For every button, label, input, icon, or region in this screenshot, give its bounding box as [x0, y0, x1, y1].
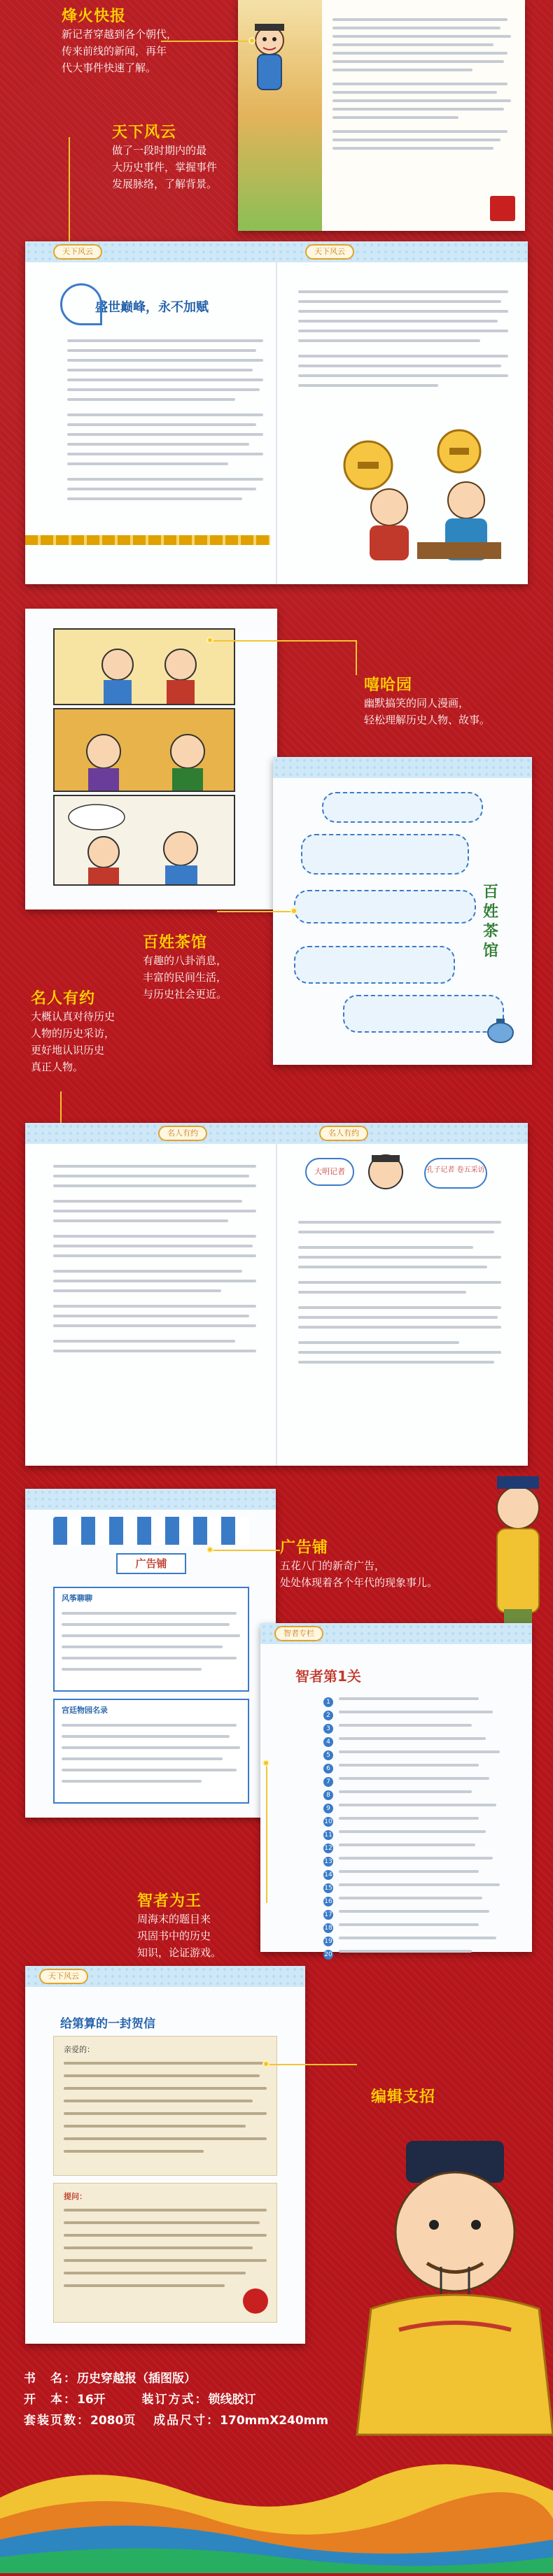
page-tag: 天下风云	[39, 1969, 88, 1984]
quiz-question: 20	[323, 1946, 512, 1958]
connector-line	[60, 1091, 62, 1126]
connector-line	[266, 1763, 267, 1903]
connector-line	[356, 640, 357, 675]
quiz-question: 16	[323, 1892, 512, 1905]
section-title: 天下风云	[112, 124, 177, 141]
quiz-question: 5	[323, 1746, 512, 1759]
section-desc: 有趣的八卦消息， 丰富的民间生活， 与历史社会更近。	[143, 954, 227, 1000]
book-page-bianji	[25, 1966, 305, 2344]
article-text-right	[298, 283, 508, 394]
section-desc: 幽默搞笑的同人漫画， 轻松理解历史人物、故事。	[364, 697, 491, 726]
connector-dot	[206, 1546, 214, 1553]
seal-stamp-icon	[490, 196, 515, 221]
section-title: 广告铺	[280, 1539, 329, 1557]
section-desc: 做了一段时期内的最 大历史事件，掌握事件 发展脉络，了解背景。	[112, 144, 218, 190]
quiz-list	[323, 1693, 512, 1959]
quiz-question: 13	[323, 1853, 512, 1865]
quiz-question: 7	[323, 1773, 512, 1785]
book-page-zhizhe	[260, 1623, 532, 1958]
ad-shop-title: 广告铺	[116, 1553, 186, 1574]
article-text-left	[67, 332, 263, 507]
ad-box	[53, 1699, 249, 1804]
section-desc: 大概认真对待历史 人物的历史采访， 更好地认识历史 真正人物。	[31, 1010, 115, 1073]
comic-panel-3	[53, 795, 235, 886]
label-guanggao	[280, 1536, 483, 1591]
label-bianji	[371, 2085, 511, 2107]
letter-title: 给第算的一封贺信	[60, 2017, 155, 2031]
speech-bubble	[294, 946, 455, 984]
article-headline: 盛世巅峰，永不加赋	[95, 300, 209, 315]
quiz-question: 15	[323, 1879, 512, 1892]
speech-bubble	[343, 995, 504, 1033]
section-title: 编辑支招	[371, 2088, 436, 2106]
ad-box	[53, 1587, 249, 1692]
quiz-question: 12	[323, 1839, 512, 1852]
letter-paper	[53, 2036, 277, 2176]
quiz-question: 8	[323, 1786, 512, 1799]
book-spread-tianxia	[25, 241, 528, 584]
connector-dot	[206, 637, 214, 644]
speech-bubble	[294, 890, 476, 923]
cartoon-officials-icon	[319, 423, 508, 563]
book-page-baixing	[273, 757, 532, 1065]
bottom-wave-decoration	[0, 2442, 553, 2573]
section-title: 名人有约	[31, 990, 96, 1007]
speech-bubble	[301, 834, 469, 875]
letter-question: 提问：	[64, 2192, 87, 2201]
section-title: 嘻哈园	[364, 677, 413, 694]
interview-text-left	[53, 1158, 263, 1359]
quiz-question: 19	[323, 1932, 512, 1945]
book-page-fenghuo	[238, 0, 525, 231]
connector-dot	[262, 2060, 270, 2067]
cartoon-emperor-icon	[329, 2141, 553, 2435]
label-fenghuo	[62, 4, 188, 76]
section-desc: 周海末的题目来 巩固书中的历史 知识，论证游戏。	[137, 1913, 222, 1959]
book-info-row2: 开 本：16开 装订方式：锁线胶订	[24, 2393, 256, 2407]
label-tianxia	[112, 120, 238, 192]
quiz-question: 6	[323, 1760, 512, 1772]
book-spread-mingren	[25, 1123, 528, 1466]
connector-dot	[262, 1760, 270, 1767]
section-title: 百姓茶馆	[143, 934, 208, 951]
book-info-row1: 书 名：历史穿越报（插图版）	[24, 2372, 196, 2386]
ad-box-title: 风筝聊聊	[62, 1594, 92, 1603]
book-info-row3: 套装页数：2080页 成品尺寸：170mmX240mm	[24, 2414, 329, 2428]
reporter-badge: 大明记者	[305, 1158, 354, 1186]
article-text	[332, 13, 514, 155]
tea-house-sign: 百姓茶馆	[483, 884, 499, 960]
quiz-question: 18	[323, 1919, 512, 1932]
connector-line	[210, 1550, 280, 1551]
section-title: 智者为王	[137, 1892, 202, 1910]
connector-dot	[290, 907, 298, 914]
label-xihaha	[364, 673, 546, 728]
reporter-tag: 孔子记者 卷五采访	[424, 1158, 487, 1189]
section-desc: 五花八门的新奇广告， 处处体现着各个年代的现象事儿。	[280, 1559, 438, 1589]
page-tag: 名人有约	[158, 1126, 207, 1141]
quiz-question: 11	[323, 1826, 512, 1839]
section-desc: 新记者穿越到各个朝代， 传来前线的新闻，再年 代大事件快速了解。	[62, 28, 178, 74]
page-tag: 天下风云	[305, 244, 354, 260]
quiz-question: 9	[323, 1799, 512, 1812]
page-tag: 天下风云	[53, 244, 102, 260]
connector-line	[266, 2064, 357, 2065]
awning-decoration	[53, 1517, 249, 1545]
coin-chain-decoration	[25, 535, 270, 545]
label-mingren	[31, 986, 150, 1075]
teapot-icon	[483, 1016, 518, 1044]
page-tag: 名人有约	[319, 1126, 368, 1141]
connector-line	[210, 640, 357, 642]
interview-text-right	[298, 1214, 508, 1371]
page-divider	[276, 241, 277, 584]
speech-bubble	[322, 792, 483, 823]
comic-panel-2	[53, 708, 235, 792]
label-baixing	[143, 930, 269, 1003]
quiz-question: 3	[323, 1720, 512, 1732]
quiz-title: 智者第1关	[295, 1668, 361, 1685]
quiz-question: 17	[323, 1906, 512, 1918]
headline-decoration	[60, 283, 102, 325]
letter-greeting: 亲爱的：	[64, 2045, 94, 2054]
letter-paper	[53, 2183, 277, 2323]
label-zhizhe	[137, 1889, 263, 1961]
page-divider	[276, 1123, 277, 1466]
quiz-question: 2	[323, 1706, 512, 1719]
page-tag: 智者专栏	[274, 1626, 323, 1641]
ad-box-title: 宫廷物园名录	[62, 1706, 108, 1715]
connector-line	[217, 911, 294, 912]
book-page-guanggao	[25, 1489, 276, 1818]
seal-stamp-icon	[243, 2288, 268, 2314]
book-page-xihaha	[25, 609, 277, 910]
connector-dot	[248, 37, 255, 44]
quiz-question: 10	[323, 1813, 512, 1825]
quiz-question: 1	[323, 1693, 512, 1706]
quiz-question: 14	[323, 1866, 512, 1878]
reporter-avatar-icon	[361, 1151, 410, 1193]
section-title: 烽火快报	[62, 8, 127, 25]
quiz-question: 4	[323, 1733, 512, 1746]
cartoon-character-icon	[245, 21, 294, 98]
